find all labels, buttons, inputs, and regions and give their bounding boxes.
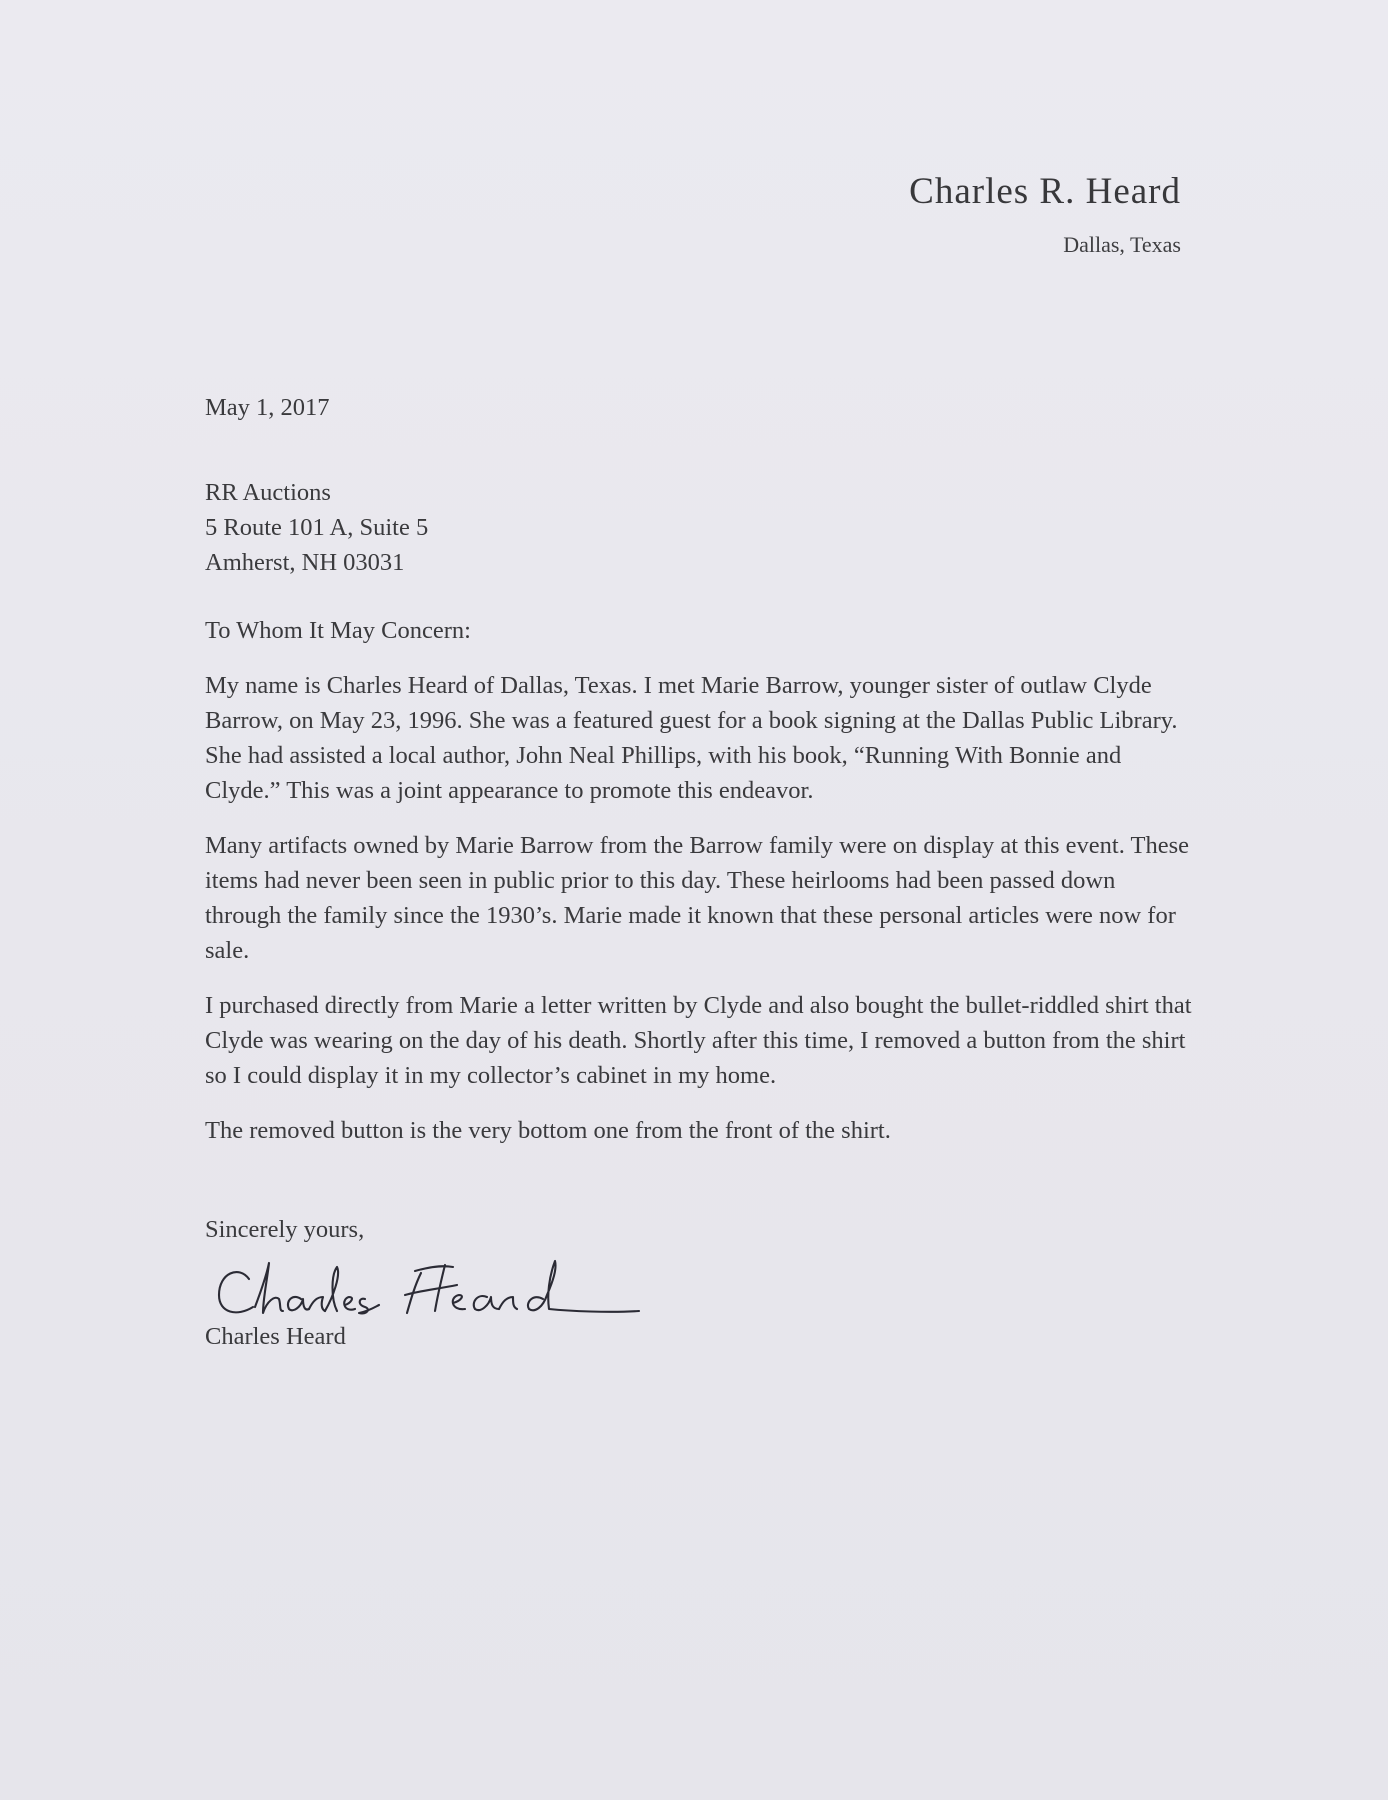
- closing: Sincerely yours,: [205, 1216, 365, 1243]
- paragraph: Many artifacts owned by Marie Barrow from the Barrow family were on display at this event. These items had never been seen in public prior to this day. These heirlooms had been passed down through the family since the 1930’s. Marie made it known that these personal articles were now for sale.: [205, 832, 1190, 964]
- recipient-address: [205, 475, 1195, 580]
- letter-date: May 1, 2017: [205, 394, 330, 421]
- signed-name: Charles Heard: [205, 1323, 346, 1350]
- salutation: To Whom It May Concern:: [205, 617, 471, 644]
- letterhead-location: Dallas, Texas: [1063, 232, 1181, 258]
- letter-body: [205, 390, 1195, 1354]
- paragraph: My name is Charles Heard of Dallas, Texas. I met Marie Barrow, younger sister of outlaw Clyde Barrow, on May 23, 1996. She was a featured guest for a book signing at the Dallas Public Library. She had assisted a local author, John Neal Phillips, with his book, “Running With Bonnie and Clyde.” This was a joint appearance to promote this endeavor.: [205, 672, 1178, 804]
- paragraph: I purchased directly from Marie a letter written by Clyde and also bought the bullet-riddled shirt that Clyde was wearing on the day of his death. Shortly after this time, I removed a button from the shirt so I could display it in my collector’s cabinet in my home.: [205, 992, 1192, 1089]
- recipient-line: Amherst, NH 03031: [205, 549, 405, 576]
- letterhead-name: Charles R. Heard: [909, 171, 1181, 212]
- recipient-line: RR Auctions: [205, 479, 331, 506]
- recipient-line: 5 Route 101 A, Suite 5: [205, 514, 429, 541]
- letterhead: [909, 170, 1181, 258]
- paragraph: The removed button is the very bottom one from the front of the shirt.: [205, 1117, 891, 1144]
